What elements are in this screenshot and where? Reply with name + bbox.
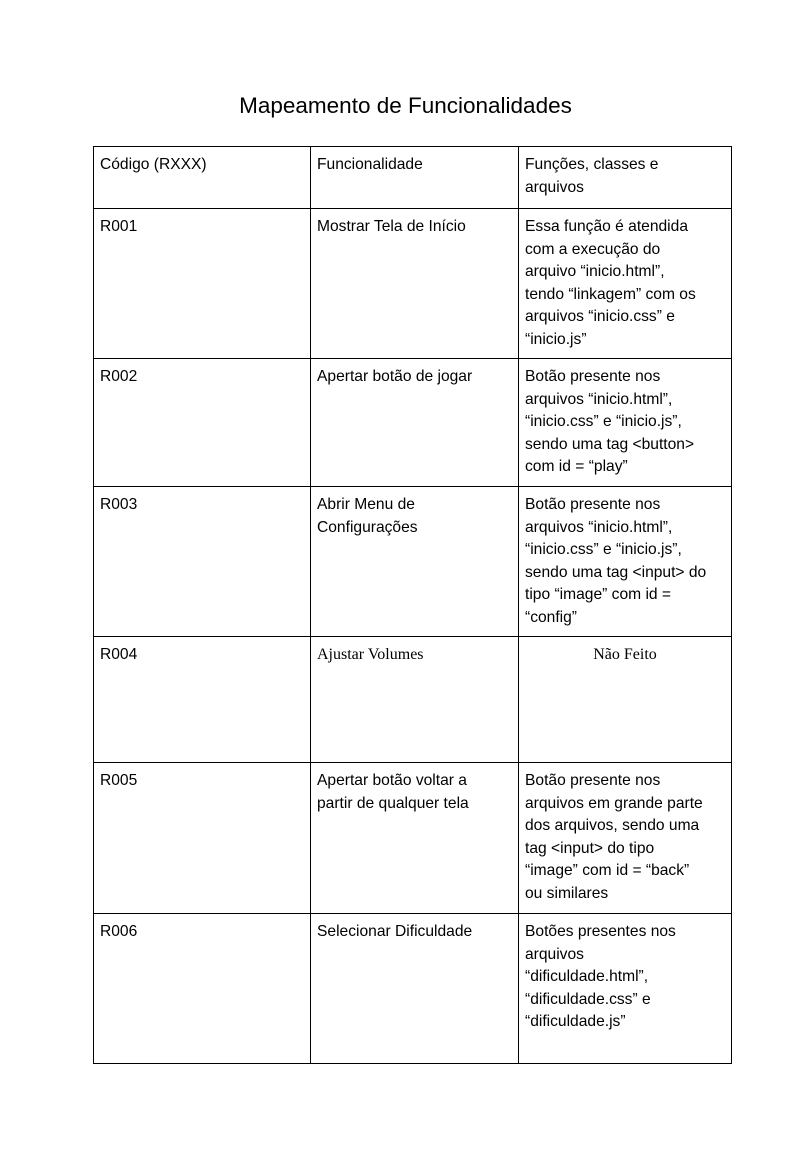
row-code: R006 [94,914,311,1064]
row-code: R004 [94,637,311,763]
table-row-r001 [94,209,732,359]
row-files: Essa função é atendida com a execução do arquivo “inicio.html”, tendo “linkagem” com os arquivos “inicio.css” e “inicio.js” [519,209,732,359]
functionality-mapping-table [93,146,732,1064]
header-files: Funções, classes e arquivos [519,147,732,209]
page-title: Mapeamento de Funcionalidades [239,93,572,118]
row-code: R001 [94,209,311,359]
row-files: Não Feito [519,637,732,763]
row-feature: Apertar botão de jogar [311,359,519,487]
row-feature: Ajustar Volumes [311,637,519,763]
table-header-row [94,147,732,209]
header-code: Código (RXXX) [94,147,311,209]
row-feature: Abrir Menu de Configurações [311,487,519,637]
table-row-r003 [94,487,732,637]
row-code: R003 [94,487,311,637]
table-row-r004 [94,637,732,763]
table-row-r002 [94,359,732,487]
row-files: Botões presentes nos arquivos “dificuldade.html”, “dificuldade.css” e “dificuldade.js” [519,914,732,1064]
table-row-r005 [94,763,732,914]
header-feature: Funcionalidade [311,147,519,209]
row-feature: Mostrar Tela de Início [311,209,519,359]
row-feature: Selecionar Dificuldade [311,914,519,1064]
table-row-r006 [94,914,732,1064]
row-files: Botão presente nos arquivos “inicio.html”, “inicio.css” e “inicio.js”, sendo uma tag <button> com id = “play” [519,359,732,487]
row-files: Botão presente nos arquivos “inicio.html”, “inicio.css” e “inicio.js”, sendo uma tag <input> do tipo “image” com id = “config” [519,487,732,637]
row-files: Botão presente nos arquivos em grande parte dos arquivos, sendo uma tag <input> do tipo “image” com id = “back” ou similares [519,763,732,914]
row-code: R005 [94,763,311,914]
row-code: R002 [94,359,311,487]
row-feature: Apertar botão voltar a partir de qualquer tela [311,763,519,914]
